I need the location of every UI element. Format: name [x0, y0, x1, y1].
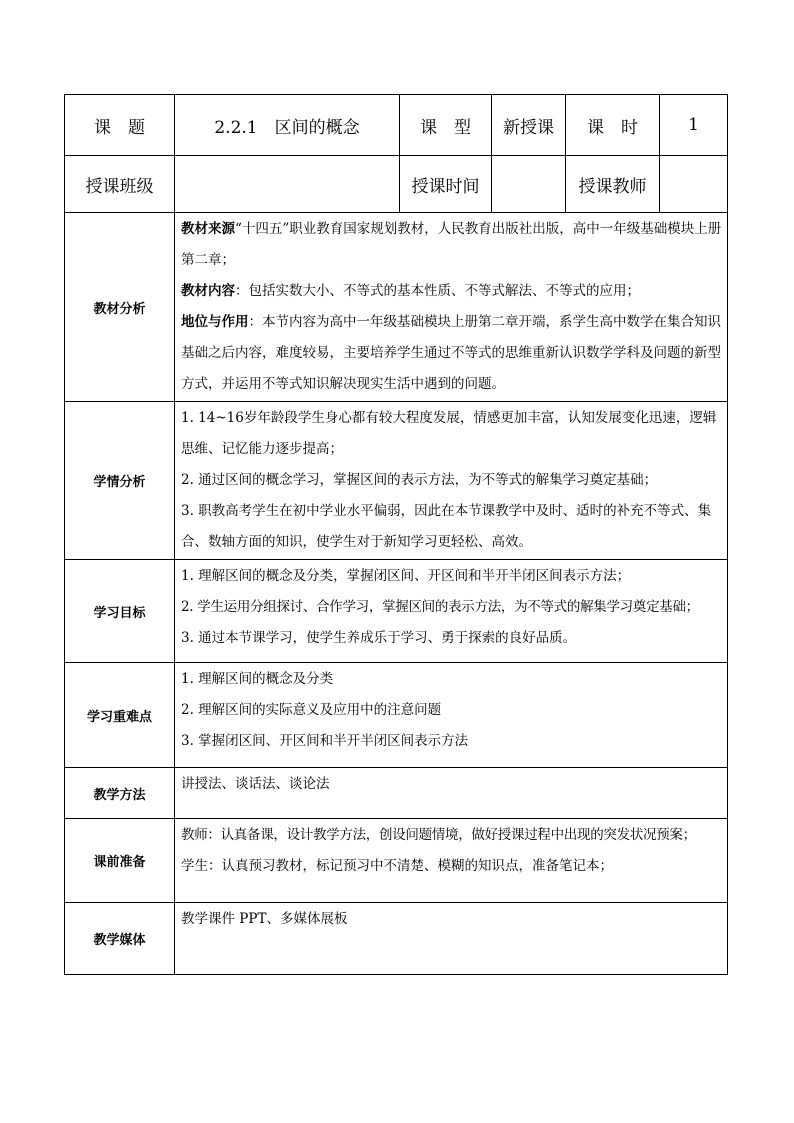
- type-value: 新授课: [492, 95, 566, 156]
- header-row-1: [65, 95, 728, 156]
- material-content: [175, 213, 728, 402]
- methods-row: [65, 768, 728, 819]
- material-role-text: ：本节内容为高中一年级基础模块上册第二章开端，系学生高中数学在集合知识基础之后内容，难度较易，主要培养学生通过不等式的思维重新认识数学学科及问题的新型方式，并运用不等式知识解决现实生活中遇到的问题。: [181, 314, 721, 392]
- list-item: 3. 掌握闭区间、开区间和半开半闭区间表示方法: [181, 733, 469, 749]
- material-scope: [181, 276, 723, 307]
- list-item: 3. 职教高考学生在初中学业水平偏弱，因此在本节课教学中及时、适时的补充不等式、集合、数轴方面的知识，使学生对于新知学习更轻松、高效。: [181, 503, 712, 550]
- key-points-row: [65, 663, 728, 768]
- list-item: 教师：认真备课，设计教学方法，创设问题情境，做好授课过程中出现的突发状况预案；: [181, 827, 696, 843]
- goals-label: 学习目标: [65, 560, 175, 663]
- material-role: [181, 307, 723, 400]
- list-item: 2. 学生运用分组探讨、合作学习，掌握区间的表示方法，为不等式的解集学习奠定基础；: [181, 599, 699, 615]
- time-value: [492, 156, 566, 213]
- material-content-text: ：包括实数大小、不等式的基本性质、不等式解法、不等式的应用；: [235, 283, 640, 299]
- list-item: 学生：认真预习教材，标记预习中不清楚、模糊的知识点，准备笔记本；: [181, 858, 613, 874]
- methods-label: 教学方法: [65, 768, 175, 819]
- lesson-plan-table: [64, 94, 728, 975]
- goals-row: [65, 560, 728, 663]
- teacher-value: [660, 156, 728, 213]
- key-points-label: 学习重难点: [65, 663, 175, 768]
- students-row: [65, 402, 728, 560]
- teacher-label: 授课教师: [566, 156, 660, 213]
- list-item: 2. 理解区间的实际意义及应用中的注意问题: [181, 702, 442, 718]
- list-item: 2. 通过区间的概念学习，掌握区间的表示方法，为不等式的解集学习奠定基础；: [181, 472, 658, 488]
- material-content-label: 教材内容: [181, 283, 235, 299]
- header-row-2: [65, 156, 728, 213]
- material-row: [65, 213, 728, 402]
- methods-text: 讲授法、谈话法、谈论法: [181, 776, 330, 792]
- period-value: 1: [660, 95, 728, 156]
- key-points-content: [175, 663, 728, 768]
- preparation-row: [65, 819, 728, 903]
- material-source: [181, 214, 723, 276]
- list-item: 1. 理解区间的概念及分类，掌握闭区间、开区间和半开半闭区间表示方法；: [181, 568, 631, 584]
- list-item: 1. 14~16岁年龄段学生身心都有较大程度发展，情感更加丰富，认知发展变化迅速，逻辑思维、记忆能力逐步提高；: [181, 410, 717, 457]
- media-label: 教学媒体: [65, 903, 175, 975]
- material-label: 教材分析: [65, 213, 175, 402]
- preparation-content: [175, 819, 728, 903]
- goals-content: [175, 560, 728, 663]
- time-label: 授课时间: [400, 156, 492, 213]
- media-content: [175, 903, 728, 975]
- students-content: [175, 402, 728, 560]
- material-role-label: 地位与作用: [181, 314, 249, 330]
- media-text: 教学课件 PPT、多媒体展板: [181, 911, 348, 927]
- material-source-text: “十四五”职业教育国家规划教材，人民教育出版社出版，高中一年级基础模块上册第二章；: [181, 221, 722, 268]
- methods-content: [175, 768, 728, 819]
- subject-label: 课 题: [65, 95, 175, 156]
- students-label: 学情分析: [65, 402, 175, 560]
- period-label: 课 时: [566, 95, 660, 156]
- list-item: 3. 通过本节课学习，使学生养成乐于学习、勇于探索的良好品质。: [181, 630, 577, 646]
- class-value: [175, 156, 400, 213]
- class-label: 授课班级: [65, 156, 175, 213]
- list-item: 1. 理解区间的概念及分类: [181, 671, 334, 687]
- material-source-label: 教材来源: [181, 221, 235, 237]
- preparation-label: 课前准备: [65, 819, 175, 903]
- subject-value: 2.2.1 区间的概念: [175, 95, 400, 156]
- media-row: [65, 903, 728, 975]
- type-label: 课 型: [400, 95, 492, 156]
